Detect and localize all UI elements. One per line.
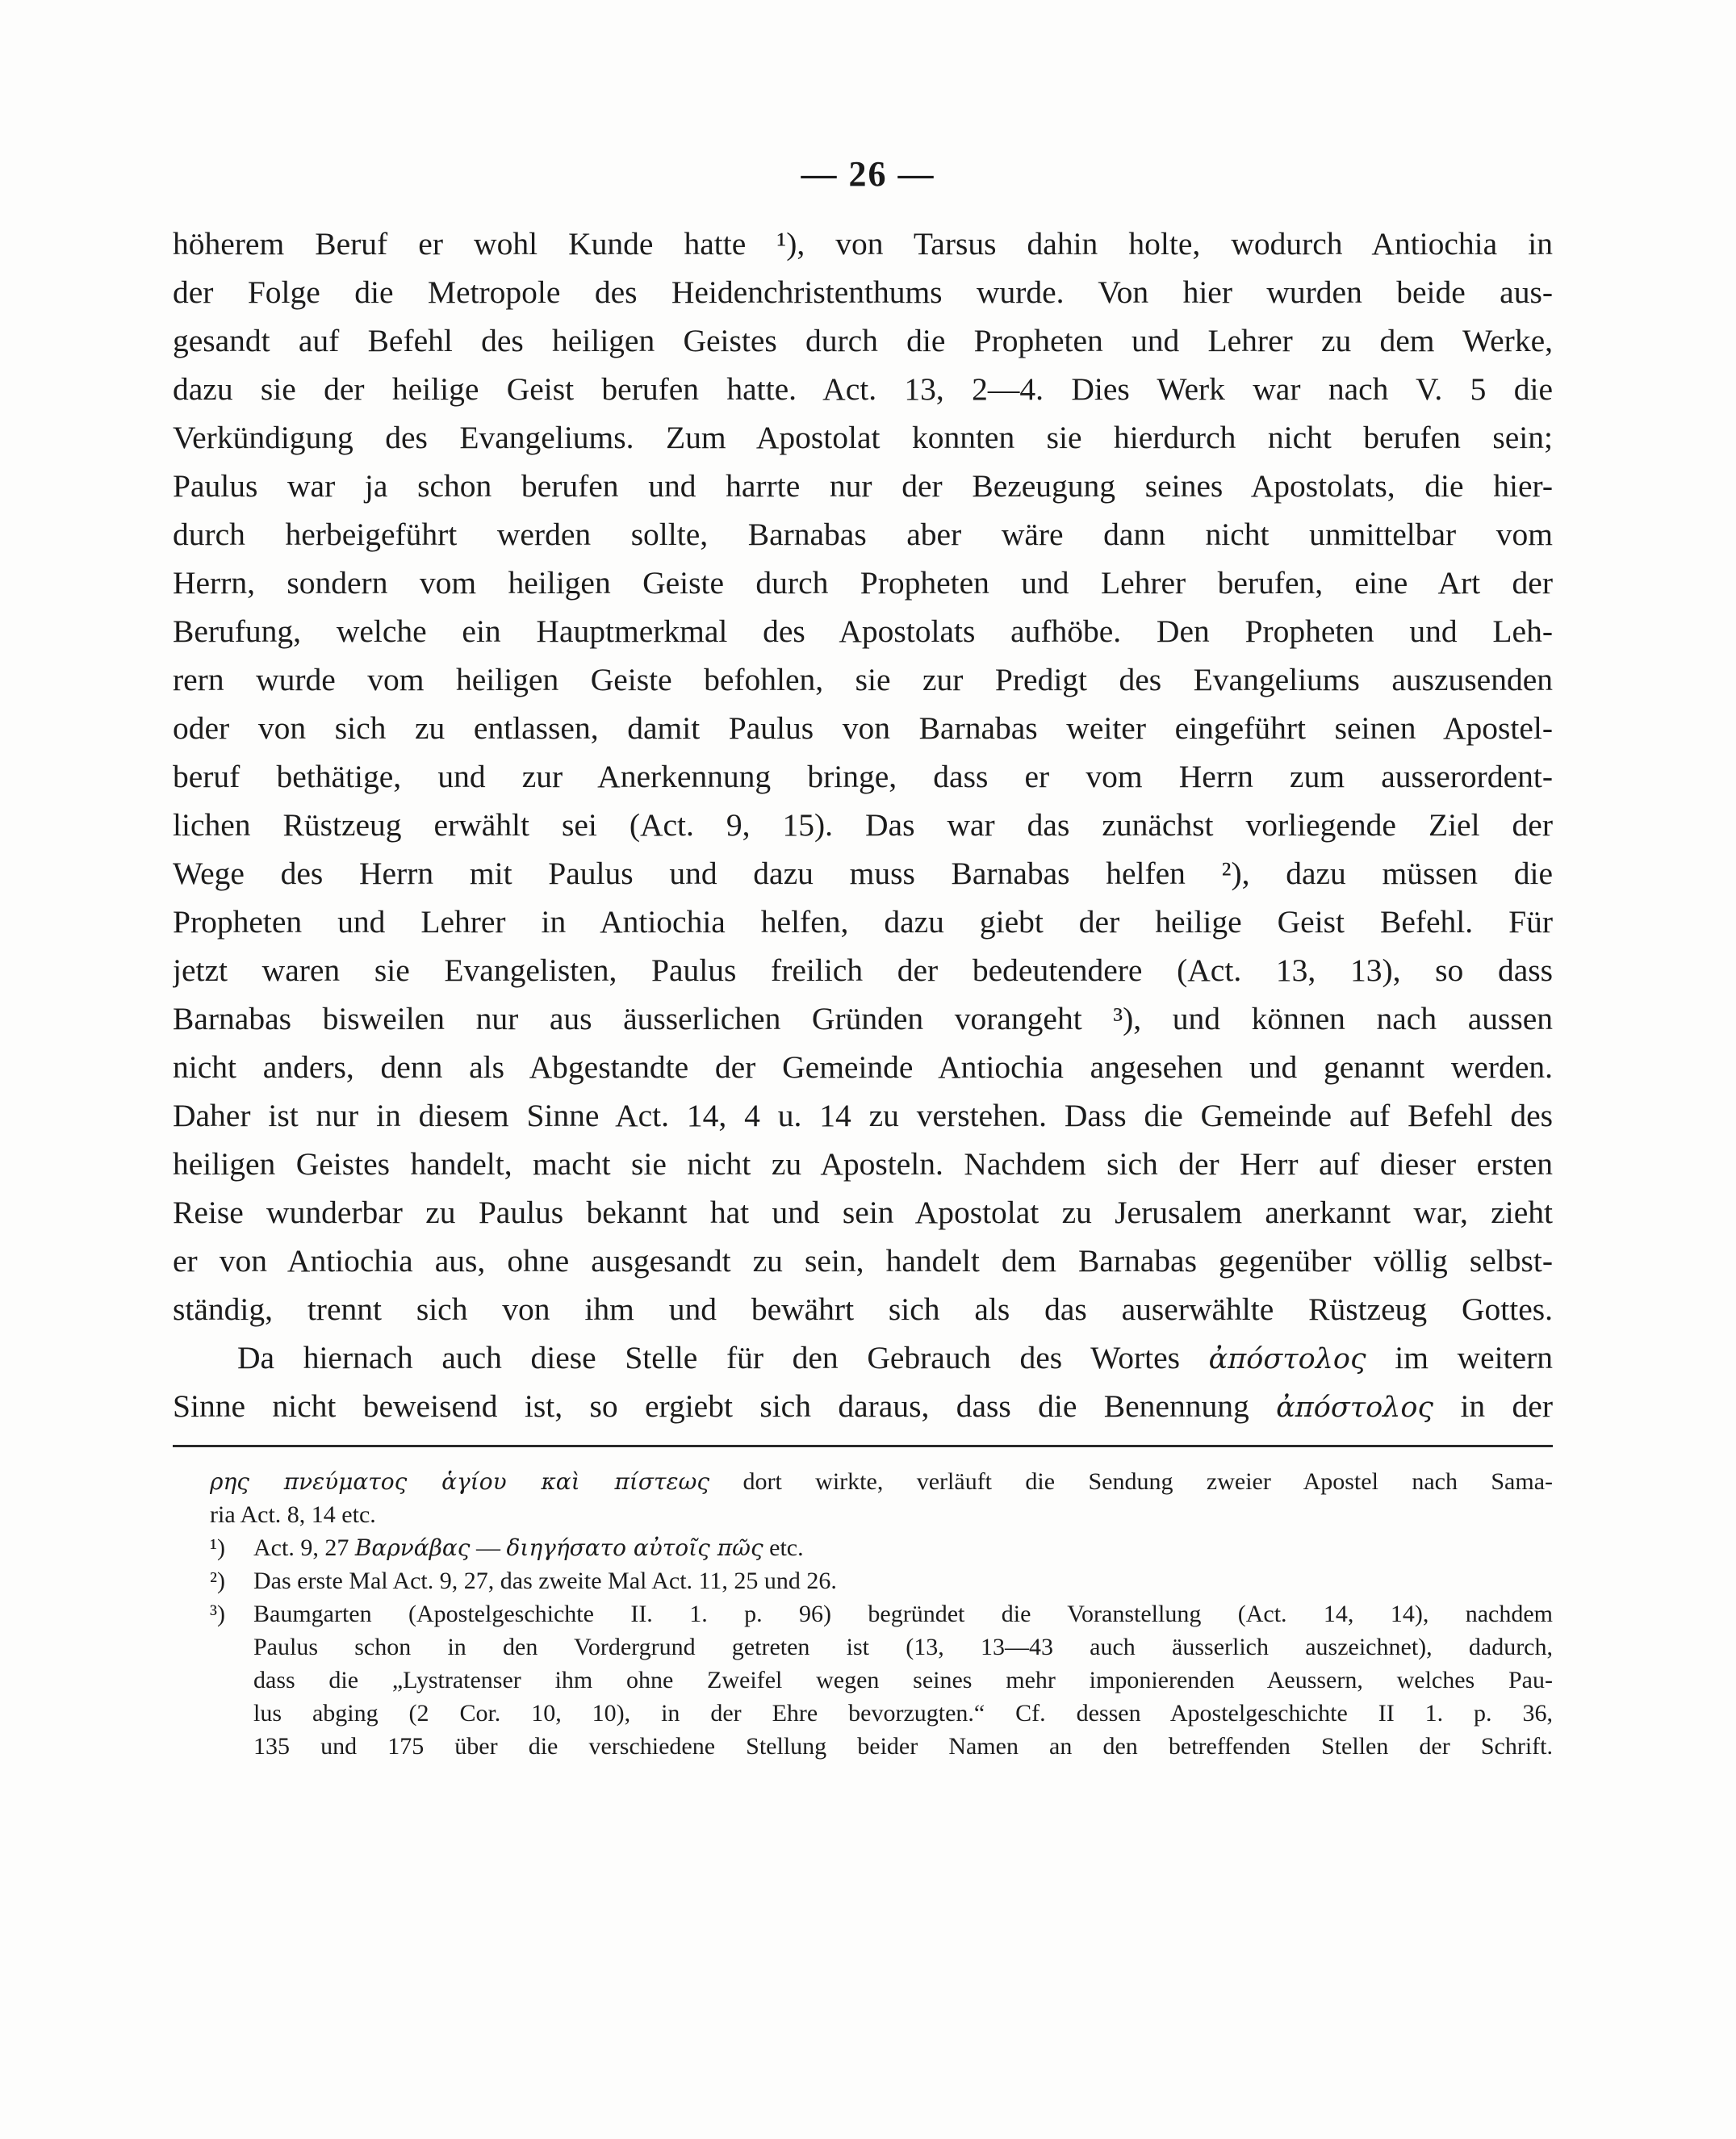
footnote-3-line: 135 und 175 über die verschiedene Stellung beider Namen an den betreffenden Stellen der Schrift. [253,1733,1553,1760]
footnote-marker: ³) [210,1601,225,1627]
main-text [173,220,1553,1430]
text-fragment: Das erste Mal Act. 9, 27, das zweite Mal Act. 11, 25 und 26. [253,1568,837,1594]
text-line: Barnabas bisweilen nur aus äusserlichen Gründen vorangeht ³), und können nach aussen [173,1001,1553,1036]
paragraph-2-line-2 [173,1382,1553,1430]
footnote-3-line: dass die „Lystratenser ihm ohne Zweifel wegen seines mehr imponierenden Aeussern, welches Pau- [253,1667,1553,1693]
greek-word: ἀπόστολος [1276,1392,1434,1424]
text-fragment: Act. 9, 27 [253,1534,349,1561]
text-line: Daher ist nur in diesem Sinne Act. 14, 4 u. 14 zu verstehen. Dass die Gemeinde auf Befehl des [173,1098,1553,1133]
text-fragment: in der [1460,1388,1553,1424]
footnote-continuation-line-2 [210,1498,1553,1531]
text-line: Reise wunderbar zu Paulus bekannt hat und sein Apostolat zu Jerusalem anerkannt war, zieht [173,1195,1553,1230]
text-line: der Folge die Metropole des Heidenchristenthums wurde. Von hier wurden beide aus- [173,274,1553,310]
footnote-marker: ²) [210,1568,225,1594]
text-line: oder von sich zu entlassen, damit Paulus von Barnabas weiter eingeführt seinen Apostel- [173,710,1553,746]
text-line: gesandt auf Befehl des heiligen Geistes durch die Propheten und Lehrer zu dem Werke, [173,323,1553,358]
text-line: Paulus war ja schon berufen und harrte nur der Bezeugung seines Apostolats, die hier- [173,468,1553,504]
footnote-2 [210,1564,1553,1597]
text-line: Berufung, welche ein Hauptmerkmal des Apostolats aufhöbe. Den Propheten und Leh- [173,613,1553,649]
footnote-3-line: lus abging (2 Cor. 10, 10), in der Ehre bevorzugten.“ Cf. dessen Apostelgeschichte II 1. p. 36, [253,1700,1553,1727]
text-line: Herrn, sondern vom heiligen Geiste durch Propheten und Lehrer berufen, eine Art der [173,565,1553,601]
text-line: ständig, trennt sich von ihm und bewährt sich als das auserwählte Rüstzeug Gottes. [173,1291,1553,1327]
text-line: beruf bethätige, und zur Anerkennung bringe, dass er vom Herrn zum ausserordent- [173,759,1553,794]
text-line: dazu sie der heilige Geist berufen hatte. Act. 13, 2—4. Dies Werk war nach V. 5 die [173,371,1553,407]
text-fragment: dort wirkte, verläuft die Sendung zweier Apostel nach Sama- [743,1468,1553,1495]
greek-phrase: διηγήσατο αὐτοῖς πῶς [506,1534,763,1561]
footnote-3-line: Paulus schon in den Vordergrund getreten ist (13, 13—43 auch äusserlich auszeichnet), dadurch, [253,1634,1553,1660]
footnotes [210,1465,1553,1763]
greek-phrase: ρης πνεύματος ἁγίου καὶ πίστεως [210,1468,710,1495]
greek-word: Βαρνάβας [354,1534,471,1561]
page-number: — 26 — [801,154,935,194]
text-line: höherem Beruf er wohl Kunde hatte ¹), von Tarsus dahin holte, wodurch Antiochia in [173,226,1553,262]
text-line: er von Antiochia aus, ohne ausgesandt zu sein, handelt dem Barnabas gegenüber völlig selbst- [173,1243,1553,1279]
paragraph-2-line-1 [173,1333,1553,1382]
text-line: Wege des Herrn mit Paulus und dazu muss Barnabas helfen ²), dazu müssen die [173,856,1553,891]
footnote-separator [173,1445,1553,1447]
text-line: lichen Rüstzeug erwählt sei (Act. 9, 15). Das war das zunächst vorliegende Ziel der [173,807,1553,843]
text-line: nicht anders, denn als Abgestandte der Gemeinde Antiochia angesehen und genannt werden. [173,1049,1553,1085]
text-fragment: ria Act. 8, 14 etc. [210,1501,376,1528]
text-fragment: — [475,1534,500,1561]
text-fragment: Baumgarten (Apostelgeschichte II. 1. p. 96) begründet die Voranstellung (Act. 14, 14), nachdem [253,1601,1553,1627]
text-fragment: Da hiernach auch diese Stelle für den Gebrauch des Wortes [237,1340,1180,1375]
text-fragment: Sinne nicht beweisend ist, so ergiebt sich daraus, dass die Benennung [173,1388,1249,1424]
footnote-3 [210,1597,1553,1630]
text-line: Verkündigung des Evangeliums. Zum Apostolat konnten sie hierdurch nicht berufen sein; [173,420,1553,455]
text-fragment: im weitern [1395,1340,1553,1375]
text-line: Propheten und Lehrer in Antiochia helfen, dazu giebt der heilige Geist Befehl. Für [173,904,1553,940]
text-line: heiligen Geistes handelt, macht sie nicht zu Aposteln. Nachdem sich der Herr auf dieser ersten [173,1146,1553,1182]
footnote-marker: ¹) [210,1534,225,1561]
greek-word: ἀπόστολος [1208,1343,1366,1375]
text-line: rern wurde vom heiligen Geiste befohlen, sie zur Predigt des Evangeliums auszusenden [173,662,1553,697]
text-line: durch herbeigeführt werden sollte, Barnabas aber wäre dann nicht unmittelbar vom [173,517,1553,552]
footnote-1 [210,1531,1553,1564]
text-fragment: etc. [769,1534,804,1561]
text-line: jetzt waren sie Evangelisten, Paulus freilich der bedeutendere (Act. 13, 13), so dass [173,952,1553,988]
footnote-continuation-line-1 [210,1465,1553,1498]
